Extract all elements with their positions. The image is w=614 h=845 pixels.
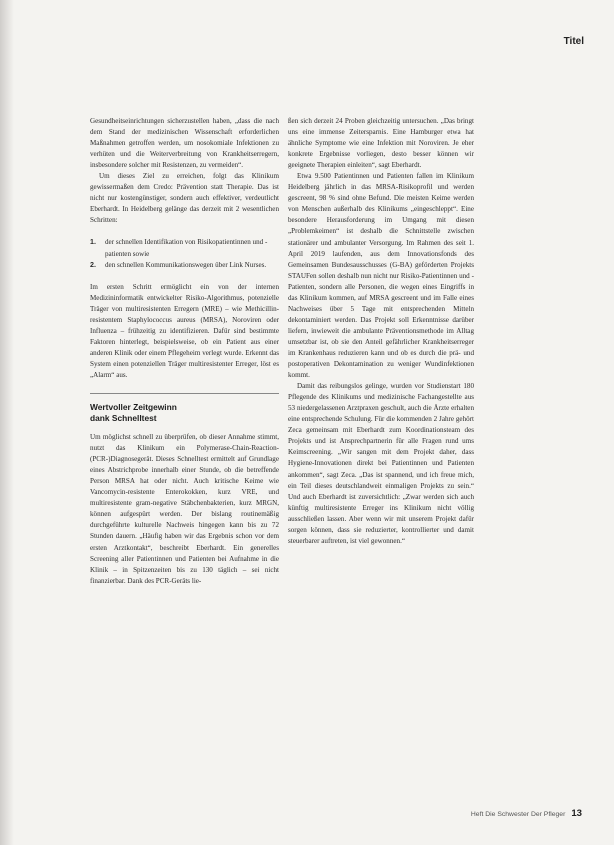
left-paragraph-3: Im ersten Schritt ermöglicht ein von der internen Medizininformatik entwickelter Risiko-Algorithmus, potenzielle Träger von multiresistenten Erregern (MRE) – wie Methicillin-resistentem Staphylococcus aureus (MRSA), Noroviren oder Influenza – frühzeitig zu identifizieren. Dafür sind bestimmte Faktoren hinterlegt, beispielsweise, ob ein Patient aus einer anderen Klinik oder einem Pflegeheim verlegt wurde. Erkennt das System einen potenziellen Träger multiresistenter Erreger, löst es „Alarm“ aus.: [90, 282, 279, 379]
section-label: Titel: [563, 36, 584, 47]
footer-source: Heft Die Schwester Der Pfleger: [470, 811, 566, 818]
right-paragraph-1: ßen sich derzeit 24 Proben gleichzeitig untersuchen. „Das bringt uns eine immense Zeitersparnis. Eine Hamburger etwa hat ähnliche Symptome wie eine Infektion mit Noroviren. Je eher konkrete Ergebnisse vorliegen, desto besser können wir geeignete Therapien einleiten“, sagt Eberhardt.: [288, 117, 474, 170]
left-paragraph-1: Gesundheitseinrichtungen sicherzustellen haben, „dass die nach dem Stand der medizinischen Wissenschaft erforderlichen Maßnahmen getroffen werden, um nosokomiale Infektionen zu verhüten und die Weiterverbreitung von Krankheitserregern, insbesondere solcher mit Resistenzen, zu vermeiden“.: [90, 117, 279, 170]
page-gutter-shadow: [0, 0, 14, 845]
left-paragraph-2: Um dieses Ziel zu erreichen, folgt das Klinikum gewissermaßen dem Credo: Prävention statt Therapie. Das ist nicht nur kostengünstiger, sondern auch effektiver, verdeutlicht Eberhardt. In Heidelberg gelänge das derzeit mit 2 wesentlichen Schritten:: [90, 172, 279, 225]
section-divider: [90, 393, 279, 394]
list-item: [90, 237, 279, 259]
subheading-line-1: Wertvoller Zeitgewinn: [90, 402, 177, 413]
list-item: [90, 260, 279, 271]
steps-list: [90, 237, 279, 270]
left-paragraph-4: Um möglichst schnell zu überprüfen, ob dieser Annahme stimmt, nutzt das Klinikum ein Polymerase-Chain-Reaction-(PCR-)Diagnosegerät. Dieses Schnelltest ermittelt auf Grundlage eines Abstrichprobe innerhalb einer Stunde, ob die betreffende Person MRSA hat oder nicht. Auch kritische Keime wie Vancomycin-resistente Enterokokken, kurz VRE, und multiresistente gram-negative Stäbchenbakterien, kurz MRGN, können aufgespürt werden. Der bislang routinemäßig durchgeführte kulturelle Nachweis hingegen kann bis zu 72 Stunden dauern. „Häufig haben wir das Ergebnis schon vor dem ersten Arztkontakt“, beschreibt Eberhardt. Ein generelles Screening aller Patientinnen und Patienten bei Aufnahme in die Klinik – in Spitzenzeiten bis zu 130 täglich – sei nicht finanzierbar. Dank des PCR-Geräts lie-: [90, 433, 279, 585]
page-footer: [471, 808, 582, 819]
list-item-number: 1.: [90, 238, 96, 247]
left-column: [90, 116, 279, 587]
subheading: [90, 402, 279, 424]
right-column: [288, 116, 474, 547]
list-item-text: den schnellen Kommunikationswegen über Link Nurses.: [105, 260, 267, 269]
list-item-text: der schnellen Identifikation von Risikopatientinnen und -patienten sowie: [105, 238, 268, 258]
page-number: 13: [571, 808, 582, 819]
right-paragraph-3: Damit das reibungslos gelinge, wurden vor Studienstart 180 Pflegende des Klinikums und medizinische Fachangestellte aus 53 niedergelassenen Arztpraxen geschult, auch die Ärzte erhalten eine entsprechende Schulung. Für die kommenden 2 Jahre gehört Zeca gemeinsam mit Eberhardt zum Koordinationsteam des Projekts und ist Ansprechpartnerin für alle Fragen rund ums Keimscreening. „Wir sangen mit dem Projekt daher, dass Hygiene-Innovationen direkt bei Patientinnen und Patienten ankommen“, sagt Zeca. „Das ist spannend, und ich freue mich, ein Teil dieses deutschlandweit einmaligen Projekts zu sein.“ Und auch Eberhardt ist zuversichtlich: „Zwar werden sich auch künftig multiresistente Erreger ins Klinikum nicht völlig ausschließen lassen. Aber wenn wir mit unserem Projekt dafür sorgen können, dass sie reduzierter, kontrollierter und damit steuerbarer auftreten, ist viel gewonnen.“: [288, 382, 474, 545]
right-paragraph-2: Etwa 9.500 Patientinnen und Patienten fallen im Klinikum Heidelberg jährlich in das MRSA-Risikoprofil und werden gescreent, 98 % sind ohne Befund. Die meisten Keime werden von Menschen außerhalb des Klinikums „eingeschleppt“. Eine besondere Herausforderung im Umgang mit diesen „Problemkeimen“ ist deshalb die Schnittstelle zwischen stationärer und ambulanter Versorgung. Im Rahmen des seit 1. April 2019 laufenden, aus dem Innovationsfonds des Gemeinsamen Bundesausschusses (G-BA) geförderten Projekts STAUFen sollen deshalb nun nicht nur Risiko-Patientinnen und -Patienten, sondern alle Personen, die wegen eines Eingriffs in das Klinikum kommen, auf MRSA gescreent und im Falle eines Nachweises über 5 Tage mit entsprechenden Mitteln dekontaminiert werden. Das Projekt soll Erkenntnisse darüber liefern, inwieweit die ambulante Präventionsmethode im Alltag umsetzbar ist, ob sie den Anteil gefährlicher Krankheitserreger im Krankenhaus reduzieren kann und ob es durch die prä- und postoperativen Dekontamination zu weniger Wundinfektionen kommt.: [288, 172, 474, 380]
list-item-number: 2.: [90, 260, 96, 269]
subheading-line-2: dank Schnelltest: [90, 413, 157, 424]
